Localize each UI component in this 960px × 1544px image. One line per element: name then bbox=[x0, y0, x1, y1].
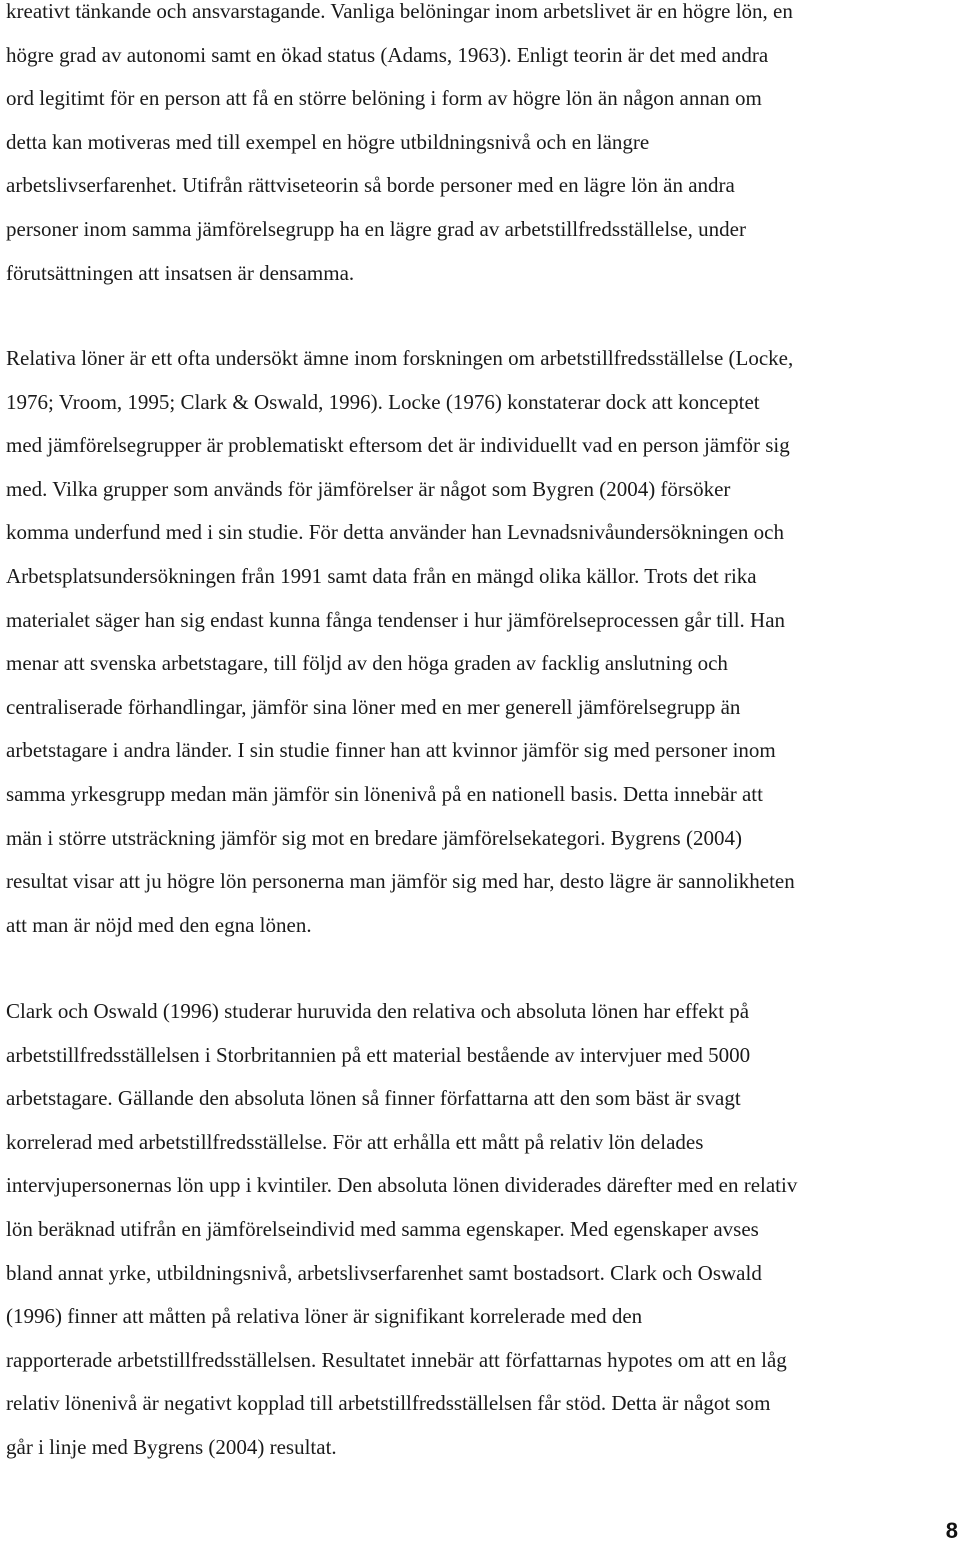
text-line: Relativa löner är ett ofta undersökt ämne inom forskningen om arbetstillfredsställelse (Locke, bbox=[6, 346, 794, 370]
text-line: menar att svenska arbetstagare, till följd av den höga graden av facklig anslutning och bbox=[6, 651, 728, 676]
text-line: intervjupersonernas lön upp i kvintiler. Den absoluta lönen dividerades därefter med en relativ bbox=[6, 1173, 798, 1198]
paragraph-3 bbox=[6, 990, 960, 1470]
paragraph-2 bbox=[6, 337, 960, 947]
paragraph-1 bbox=[6, 0, 960, 295]
text-line: kreativt tänkande och ansvarstagande. Vanliga belöningar inom arbetslivet är en högre lön, en bbox=[6, 0, 793, 23]
text-line: samma yrkesgrupp medan män jämför sin lönenivå på en nationell basis. Detta innebär att bbox=[6, 781, 763, 806]
text-line: arbetstillfredsställelsen i Storbritannien på ett material bestående av intervjuer med 5000 bbox=[6, 1042, 751, 1067]
text-line: högre grad av autonomi samt en ökad status (Adams, 1963). Enligt teorin är det med andra bbox=[6, 42, 769, 67]
text-line: med jämförelsegrupper är problematiskt eftersom det är individuellt vad en person jämför sig bbox=[6, 433, 790, 458]
text-line: arbetstagare. Gällande den absoluta lönen så finner författarna att den som bäst är svagt bbox=[6, 1086, 741, 1111]
text-line: Clark och Oswald (1996) studerar huruvida den relativa och absoluta lönen har effekt på bbox=[6, 999, 750, 1023]
text-line: att man är nöjd med den egna lönen. bbox=[6, 912, 312, 937]
text-line: Arbetsplatsundersökningen från 1991 samt data från en mängd olika källor. Trots det rika bbox=[6, 563, 757, 588]
text-line: arbetstagare i andra länder. I sin studie finner han att kvinnor jämför sig med personer inom bbox=[6, 738, 776, 763]
text-line: relativ lönenivå är negativt kopplad till arbetstillfredsställelsen får stöd. Detta är något som bbox=[6, 1391, 771, 1416]
page-number: 8 bbox=[945, 1518, 958, 1543]
text-line: personer inom samma jämförelsegrupp ha en lägre grad av arbetstillfredsställelse, under bbox=[6, 216, 746, 241]
text-line: materialet säger han sig endast kunna fånga tendenser i hur jämförelseprocessen går till. Han bbox=[6, 607, 786, 632]
text-line: centraliserade förhandlingar, jämför sina löner med en mer generell jämförelsegrupp än bbox=[6, 694, 741, 719]
text-line: detta kan motiveras med till exempel en högre utbildningsnivå och en längre bbox=[6, 129, 650, 154]
text-line: bland annat yrke, utbildningsnivå, arbetslivserfarenhet samt bostadsort. Clark och Oswald bbox=[6, 1260, 762, 1285]
text-line: lön beräknad utifrån en jämförelseindivid med samma egenskaper. Med egenskaper avses bbox=[6, 1216, 759, 1241]
text-line: komma underfund med i sin studie. För detta använder han Levnadsnivåundersökningen och bbox=[6, 520, 784, 545]
text-line: 1976; Vroom, 1995; Clark & Oswald, 1996). Locke (1976) konstaterar dock att konceptet bbox=[6, 389, 760, 414]
text-line: ord legitimt för en person att få en större belöning i form av högre lön än någon annan om bbox=[6, 86, 762, 111]
text-line: män i större utsträckning jämför sig mot en bredare jämförelsekategori. Bygrens (2004) bbox=[6, 825, 742, 850]
text-line: med. Vilka grupper som används för jämförelser är något som Bygren (2004) försöker bbox=[6, 476, 731, 501]
text-line: går i linje med Bygrens (2004) resultat. bbox=[6, 1434, 337, 1459]
text-line: (1996) finner att måtten på relativa löner är signifikant korrelerade med den bbox=[6, 1304, 643, 1329]
text-line: resultat visar att ju högre lön personerna man jämför sig med har, desto lägre är sannolikheten bbox=[6, 869, 795, 894]
text-line: rapporterade arbetstillfredsställelsen. Resultatet innebär att författarnas hypotes om att en låg bbox=[6, 1347, 787, 1372]
text-line: arbetslivserfarenhet. Utifrån rättviseteorin så borde personer med en lägre lön än andra bbox=[6, 173, 735, 198]
text-line: korrelerad med arbetstillfredsställelse. För att erhålla ett mått på relativ lön delades bbox=[6, 1129, 704, 1154]
text-line: förutsättningen att insatsen är densamma. bbox=[6, 260, 355, 285]
